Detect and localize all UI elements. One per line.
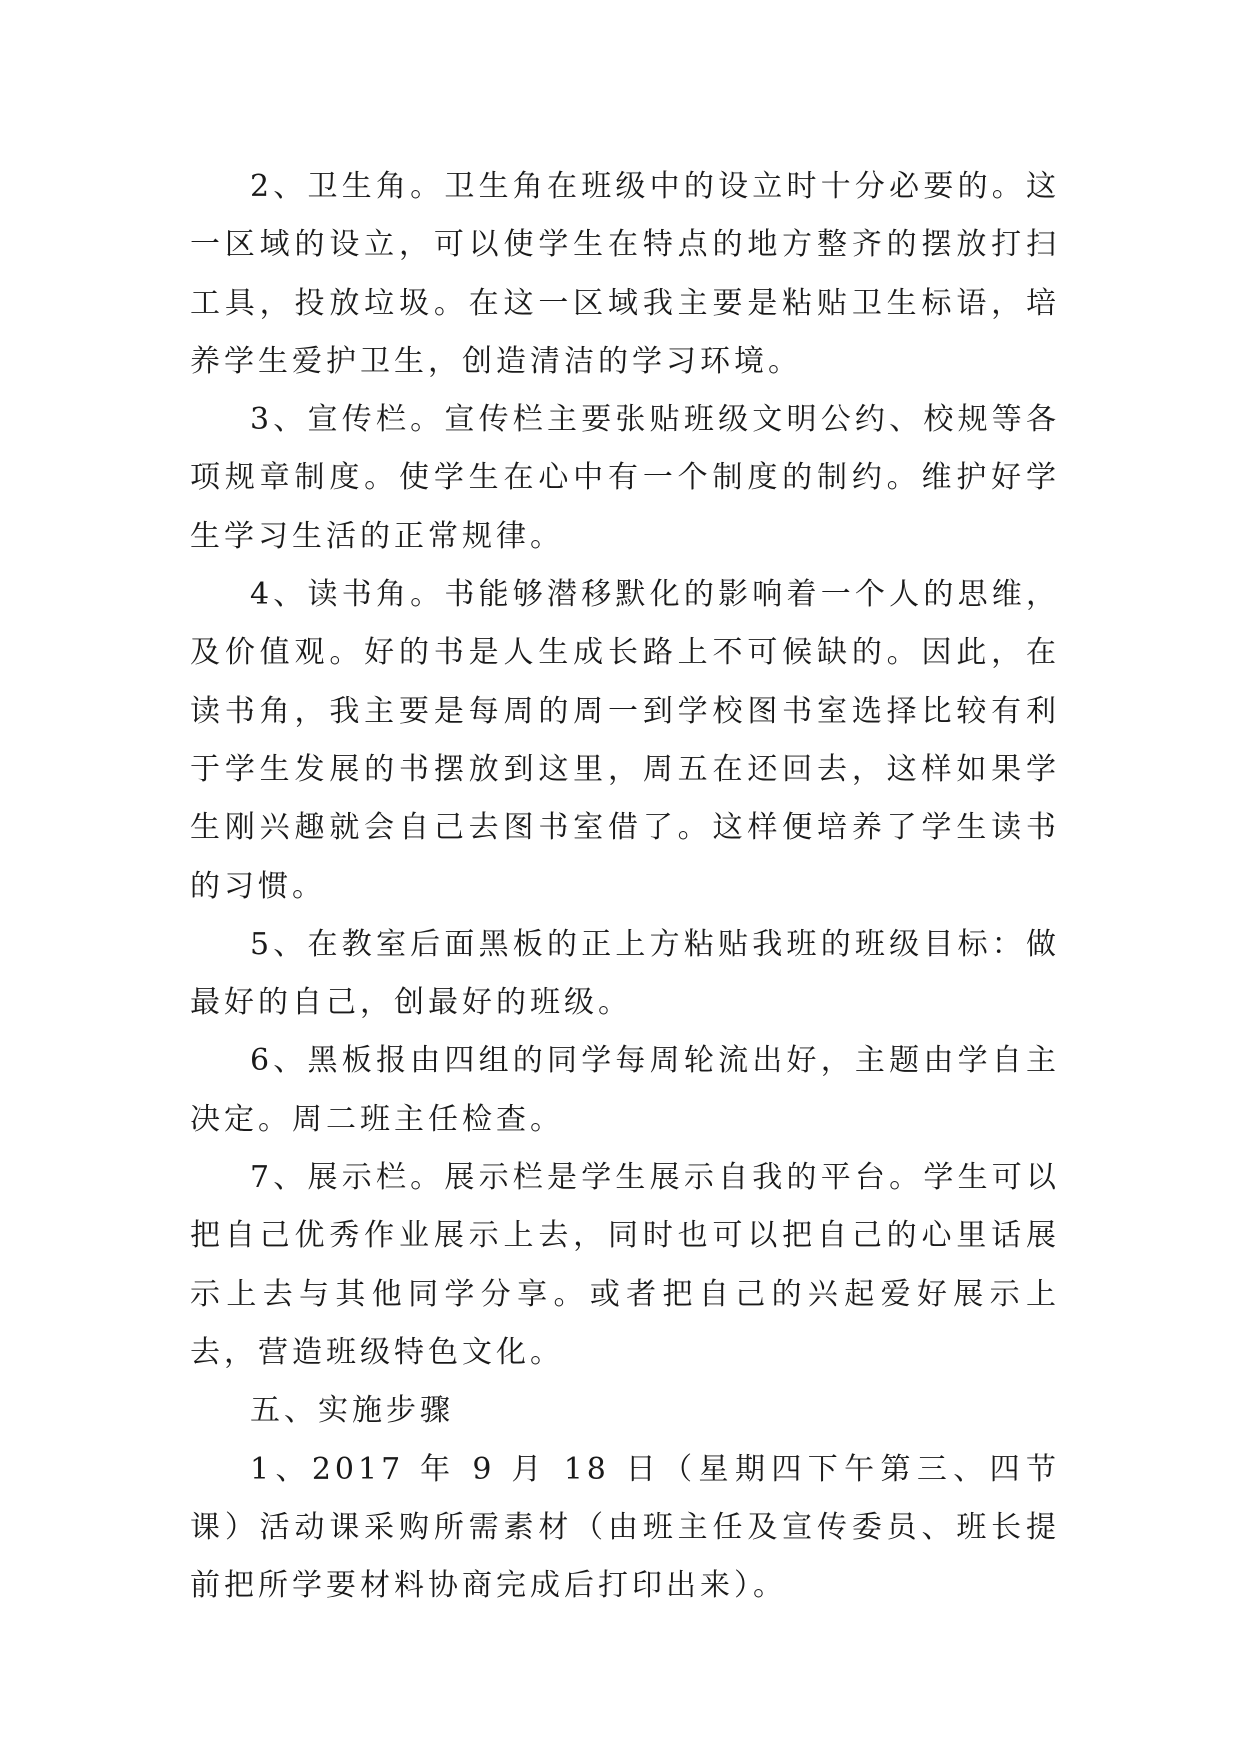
paragraph-display-board: 7、展示栏。展示栏是学生展示自我的平台。学生可以把自己优秀作业展示上去，同时也可以把自己的心里话展示上去与其他同学分享。或者把自己的兴起爱好展示上去，营造班级特色文化。 (190, 1160, 1060, 1370)
paragraph-step-1: 1、2017 年 9 月 18 日（星期四下午第三、四节课）活动课采购所需素材（由班主任及宣传委员、班长提前把所学要材料协商完成后打印出来）。 (190, 1451, 1060, 1604)
document-body (190, 158, 1060, 1615)
paragraph-class-goal: 5、在教室后面黑板的正上方粘贴我班的班级目标：做最好的自己，创最好的班级。 (190, 926, 1060, 1021)
paragraph-hygiene-corner: 2、卫生角。卫生角在班级中的设立时十分必要的。这一区域的设立，可以使学生在特点的地方整齐的摆放打扫工具，投放垃圾。在这一区域我主要是粘贴卫生标语，培养学生爱护卫生，创造清洁的学习环境。 (190, 169, 1060, 379)
section-heading-implementation-steps: 五、实施步骤 (250, 1393, 454, 1429)
paragraph-bulletin-board: 3、宣传栏。宣传栏主要张贴班级文明公约、校规等各项规章制度。使学生在心中有一个制度的制约。维护好学生学习生活的正常规律。 (190, 402, 1060, 554)
paragraph-reading-corner: 4、读书角。书能够潜移默化的影响着一个人的思维，及价值观。好的书是人生成长路上不可候缺的。因此，在读书角，我主要是每周的周一到学校图书室选择比较有利于学生发展的书摆放到这里，周五在还回去，这样如果学生刚兴趣就会自己去图书室借了。这样便培养了学生读书的习惯。 (190, 577, 1060, 904)
paragraph-blackboard-newspaper: 6、黑板报由四组的同学每周轮流出好，主题由学自主决定。周二班主任检查。 (190, 1043, 1060, 1137)
